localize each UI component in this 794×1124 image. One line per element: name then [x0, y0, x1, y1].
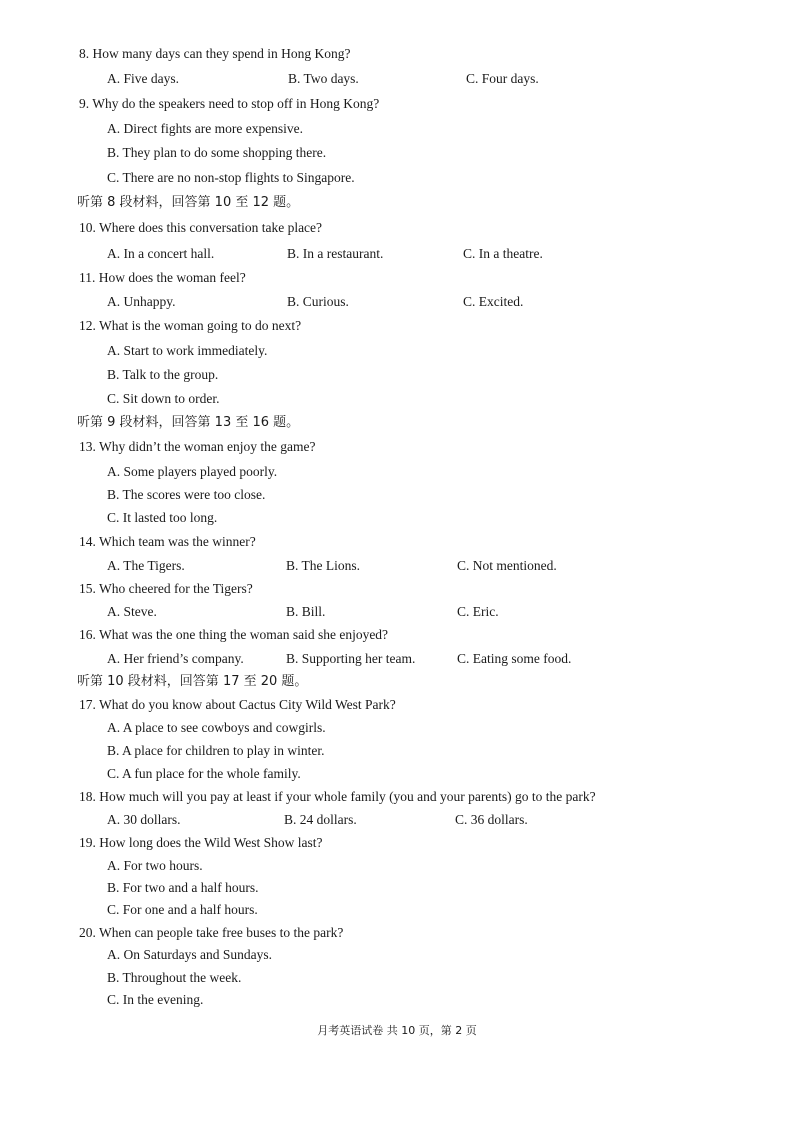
answer-option: A. Start to work immediately. — [107, 343, 268, 358]
answer-option: C. Not mentioned. — [457, 558, 557, 573]
answer-option: A. Her friend’s company. — [107, 651, 244, 666]
question-stem: 13. Why didn’t the woman enjoy the game? — [79, 439, 316, 454]
question-stem: 11. How does the woman feel? — [79, 270, 246, 285]
answer-option: B. Talk to the group. — [107, 367, 219, 382]
answer-option: B. A place for children to play in winter. — [107, 743, 325, 758]
answer-option: C. In a theatre. — [463, 246, 543, 261]
answer-option: A. Unhappy. — [107, 294, 176, 309]
question-stem: 15. Who cheered for the Tigers? — [79, 581, 253, 596]
answer-option: B. The scores were too close. — [107, 487, 266, 502]
question-stem: 18. How much will you pay at least if your whole family (you and your parents) go to the park? — [79, 789, 596, 804]
question-stem: 8. How many days can they spend in Hong Kong? — [79, 46, 351, 61]
answer-option: A. Some players played poorly. — [107, 464, 278, 479]
answer-option: B. Throughout the week. — [107, 970, 242, 985]
answer-option: C. 36 dollars. — [455, 812, 528, 827]
answer-option: A. Five days. — [107, 71, 179, 86]
answer-option: B. Curious. — [287, 294, 349, 309]
section-instruction: 听第 10 段材料，回答第 17 至 20 题。 — [77, 674, 308, 689]
answer-option: C. There are no non-stop flights to Singapore. — [107, 170, 355, 185]
answer-option: B. They plan to do some shopping there. — [107, 145, 327, 160]
answer-option: B. 24 dollars. — [284, 812, 357, 827]
answer-option: B. For two and a half hours. — [107, 880, 259, 895]
answer-option: C. It lasted too long. — [107, 510, 218, 525]
answer-option: B. Supporting her team. — [286, 651, 416, 666]
section-instruction: 听第 8 段材料，回答第 10 至 12 题。 — [77, 195, 300, 210]
question-stem: 12. What is the woman going to do next? — [79, 318, 302, 333]
answer-option: B. In a restaurant. — [287, 246, 384, 261]
answer-option: C. A fun place for the whole family. — [107, 766, 301, 781]
answer-option: B. The Lions. — [286, 558, 360, 573]
answer-option: A. Direct fights are more expensive. — [107, 121, 304, 136]
answer-option: A. A place to see cowboys and cowgirls. — [107, 720, 326, 735]
answer-option: C. Eating some food. — [457, 651, 572, 666]
answer-option: C. Sit down to order. — [107, 391, 220, 406]
answer-option: A. In a concert hall. — [107, 246, 215, 261]
question-stem: 9. Why do the speakers need to stop off in Hong Kong? — [79, 96, 380, 111]
answer-option: C. Four days. — [466, 71, 539, 86]
answer-option: C. In the evening. — [107, 992, 204, 1007]
answer-option: C. For one and a half hours. — [107, 902, 258, 917]
question-stem: 19. How long does the Wild West Show last? — [79, 835, 323, 850]
answer-option: B. Bill. — [286, 604, 326, 619]
answer-option: A. Steve. — [107, 604, 157, 619]
answer-option: A. On Saturdays and Sundays. — [107, 947, 272, 962]
answer-option: B. Two days. — [288, 71, 359, 86]
question-stem: 14. Which team was the winner? — [79, 534, 256, 549]
question-stem: 10. Where does this conversation take place? — [79, 220, 323, 235]
page-footer: 月考英语试卷 共 10 页，第 2 页 — [317, 1024, 477, 1037]
question-stem: 17. What do you know about Cactus City Wild West Park? — [79, 697, 396, 712]
answer-option: C. Eric. — [457, 604, 499, 619]
section-instruction: 听第 9 段材料，回答第 13 至 16 题。 — [77, 415, 300, 430]
answer-option: A. 30 dollars. — [107, 812, 181, 827]
question-stem: 20. When can people take free buses to the park? — [79, 925, 344, 940]
answer-option: A. For two hours. — [107, 858, 203, 873]
answer-option: A. The Tigers. — [107, 558, 185, 573]
question-stem: 16. What was the one thing the woman said she enjoyed? — [79, 627, 389, 642]
answer-option: C. Excited. — [463, 294, 524, 309]
